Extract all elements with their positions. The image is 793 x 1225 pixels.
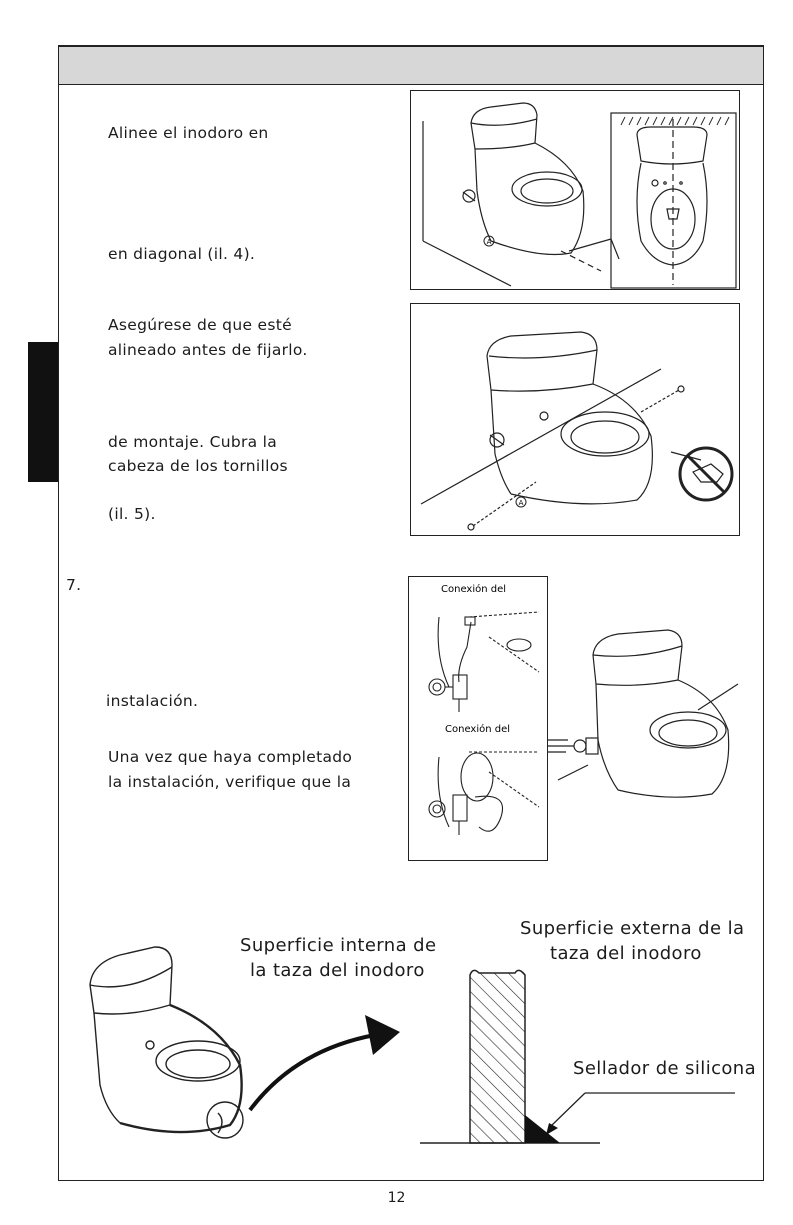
language-side-tab: [28, 342, 58, 482]
step-b-line-3: de montaje. Cubra la: [108, 433, 278, 451]
step-b-line-1: Asegúrese de que esté: [108, 316, 292, 334]
step-b-line-2: alineado antes de fijarlo.: [108, 341, 308, 359]
figure-toilet-silicone-area: [80, 935, 255, 1175]
step-7-number: 7.: [66, 576, 82, 594]
step-7-line-2: Una vez que haya completado: [108, 748, 353, 766]
step-b-line-4: cabeza de los tornillos: [108, 457, 288, 475]
silicone-sealant-label: Sellador de silicona: [573, 1058, 757, 1079]
figure-a-marker: A: [486, 238, 492, 246]
step-7-line-3: la instalación, verifique que la: [108, 773, 352, 791]
inner-surface-label-2: la taza del inodoro: [250, 960, 425, 981]
outer-surface-label-1: Superficie externa de la: [520, 918, 745, 939]
step-a-line-2: en diagonal (il. 4).: [108, 245, 256, 263]
curved-arrow: [245, 1010, 415, 1120]
figure-b-marker: A: [518, 499, 524, 507]
page-number: 12: [387, 1190, 406, 1206]
figure-toilet-supply-callout: [548, 600, 758, 830]
step-b-line-5: (il. 5).: [108, 505, 156, 523]
figure-c-label-bottom: Conexión del: [445, 724, 511, 735]
figure-c-label-top: Conexión del: [441, 584, 507, 595]
step-a-line-1: Alinee el inodoro en: [108, 124, 269, 142]
figure-toilet-mounting-screws: [410, 303, 740, 536]
figure-toilet-alignment: [410, 90, 740, 290]
inner-surface-label-1: Superficie interna de: [240, 935, 437, 956]
figure-water-supply-connection: [408, 576, 548, 861]
section-header-bar: [58, 45, 764, 85]
step-7-line-1: instalación.: [106, 692, 199, 710]
outer-surface-label-2: taza del inodoro: [550, 943, 702, 964]
